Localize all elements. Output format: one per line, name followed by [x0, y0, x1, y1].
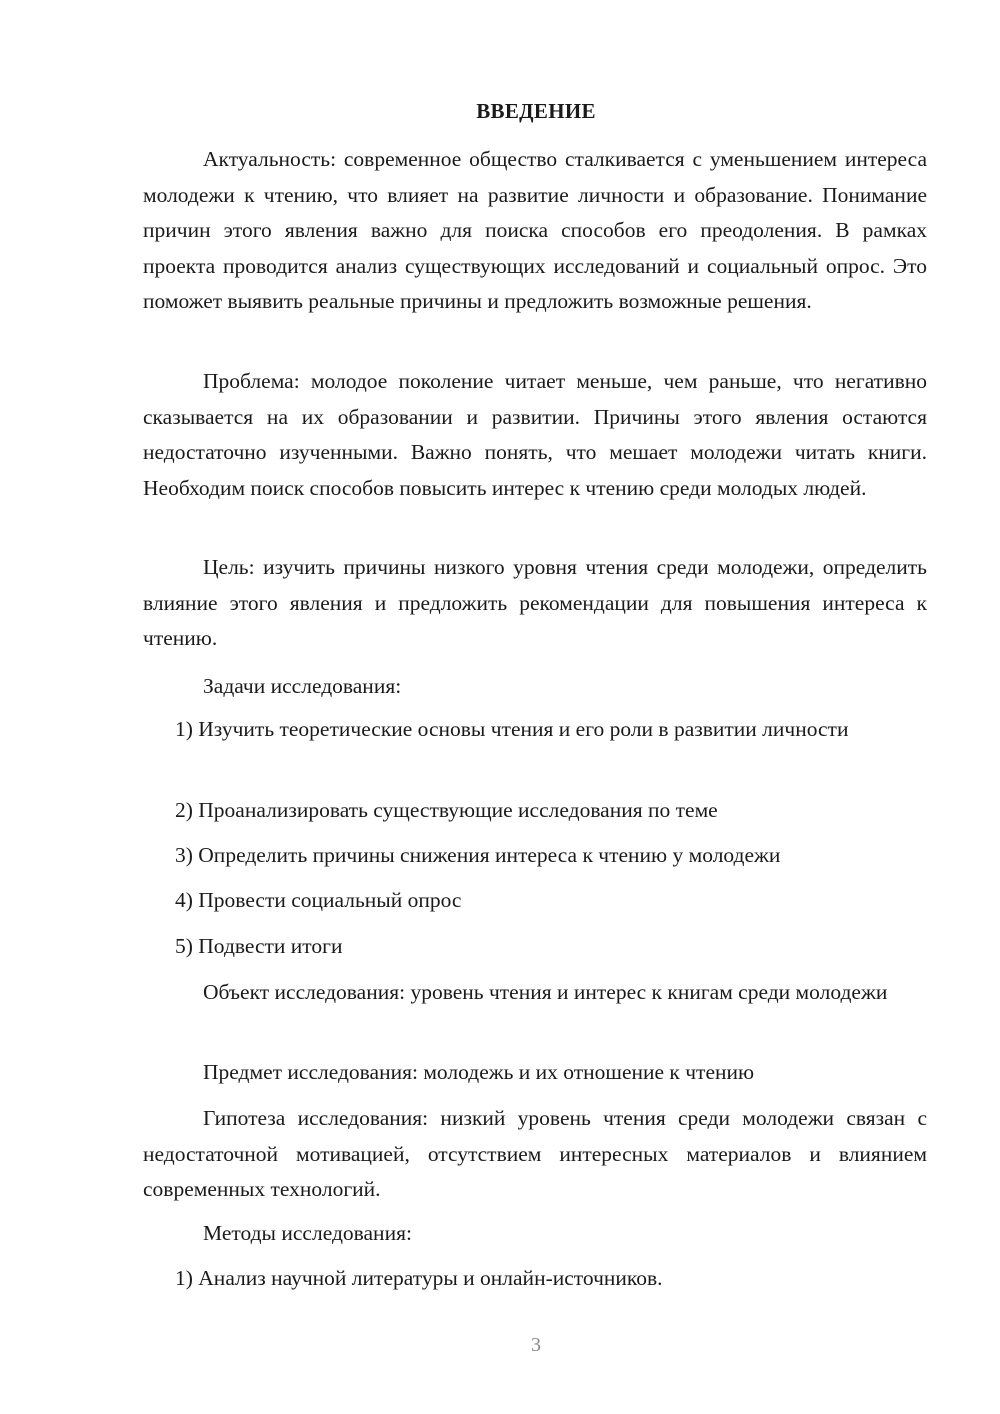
page-number: 3 — [531, 1334, 541, 1356]
task-item-4: 4) Провести социальный опрос — [175, 888, 462, 912]
object-paragraph: Объект исследования: уровень чтения и интерес к книгам среди молодежи — [203, 980, 888, 1004]
task-item-5: 5) Подвести итоги — [175, 934, 343, 958]
goal-paragraph: Цель: изучить причины низкого уровня чтения среди молодежи, определить влияние этого явления и предложить рекомендации для повышения интереса к чтению. — [143, 555, 927, 650]
problem-paragraph: Проблема: молодое поколение читает меньше, чем раньше, что негативно сказывается на их образовании и развитии. Причины этого явления остаются недостаточно изученными. Важно понять, что мешает молодежи читать книги. Необходим поиск способов повысить интерес к чтению среди молодых людей. — [143, 369, 927, 500]
tasks-heading: Задачи исследования: — [203, 674, 402, 698]
task-item-2: 2) Проанализировать существующие исследования по теме — [175, 798, 718, 822]
task-item-3: 3) Определить причины снижения интереса к чтению у молодежи — [175, 843, 781, 867]
hypothesis-paragraph: Гипотеза исследования: низкий уровень чтения среди молодежи связан с недостаточной мотивацией, отсутствием интересных материалов и влиянием современных технологий. — [143, 1106, 927, 1201]
subject-paragraph: Предмет исследования: молодежь и их отношение к чтению — [203, 1060, 755, 1084]
task-item-1: 1) Изучить теоретические основы чтения и его роли в развитии личности — [175, 717, 849, 741]
relevance-paragraph: Актуальность: современное общество сталкивается с уменьшением интереса молодежи к чтению, что влияет на развитие личности и образование. Понимание причин этого явления важно для поиска способов его преодоления. В рамках проекта проводится анализ существующих исследований и социальный опрос. Это поможет выявить реальные причины и предложить возможные решения. — [143, 147, 927, 313]
page-title: ВВЕДЕНИЕ — [476, 99, 596, 123]
method-item-1: 1) Анализ научной литературы и онлайн-источников. — [175, 1266, 663, 1290]
methods-heading: Методы исследования: — [203, 1221, 412, 1245]
